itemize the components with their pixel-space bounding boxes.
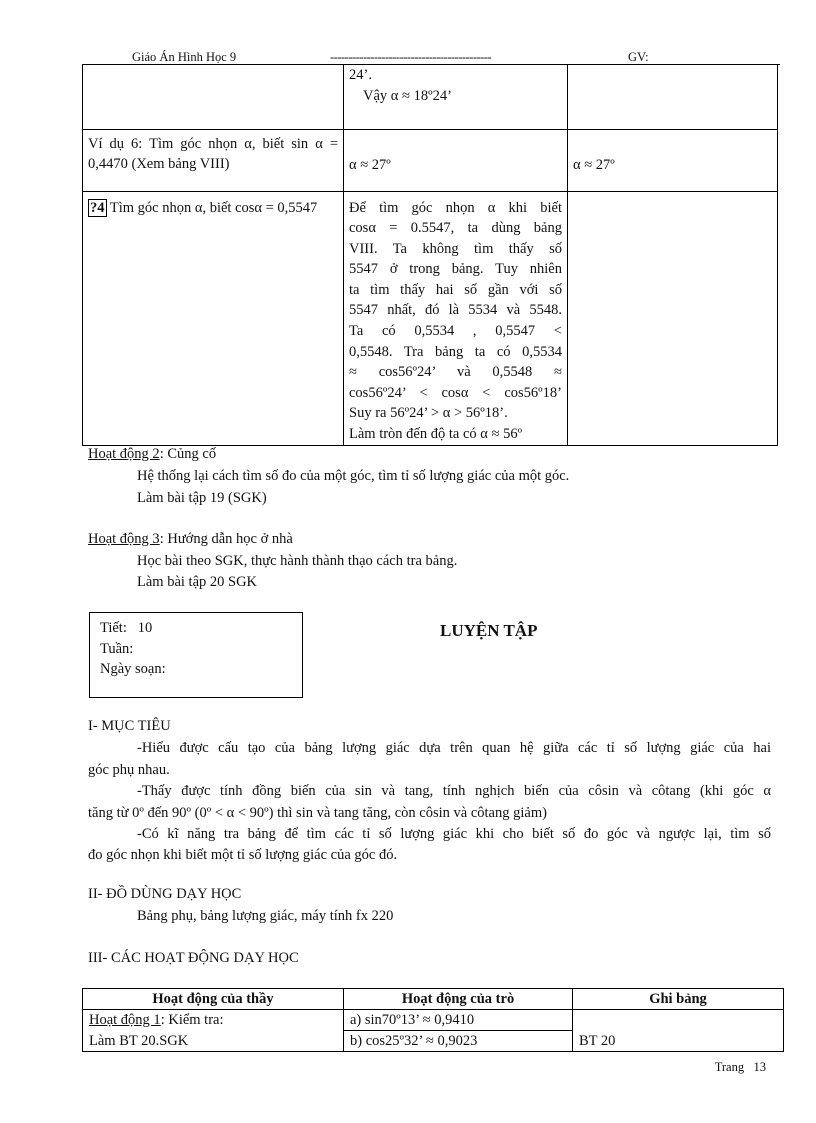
materials-line: Bảng phụ, bảng lượng giác, máy tính fx 220 xyxy=(137,908,394,924)
objective-line: -Thấy được tính đồng biến của sin và tang, tính nghịch biến của côsin và côtang (khi góc α xyxy=(137,783,771,799)
lesson-week: Tuần: xyxy=(100,641,134,657)
objective-line: -Hiểu được cấu tạo của bảng lượng giác dựa trên quan hệ giữa các tỉ số lượng giác của hai xyxy=(137,740,771,756)
example6-board: α ≈ 27º xyxy=(573,156,615,173)
activity2-heading: Hoạt động 2: Củng cố xyxy=(88,446,217,462)
table-cell: BT 20 xyxy=(573,1031,784,1052)
question4-text: Tìm góc nhọn α, biết cosα = 0,5547 xyxy=(109,199,318,216)
cell-line: 5547 ở trong bảng. Tuy nhiên xyxy=(349,261,562,278)
activity2-line1: Hệ thống lại cách tìm số đo của một góc, tìm tỉ số lượng giác của một góc. xyxy=(137,468,570,484)
header-dashes: -------------------------------------------- xyxy=(330,50,492,64)
header-teacher: GV: xyxy=(628,50,649,64)
activities-table xyxy=(82,988,784,1052)
table-cell xyxy=(573,1010,784,1031)
activities-heading: III- CÁC HOẠT ĐỘNG DẠY HỌC xyxy=(88,950,299,966)
table-row xyxy=(83,1031,784,1052)
objective-line: góc phụ nhau. xyxy=(88,762,170,778)
table-row xyxy=(83,65,778,129)
example-table xyxy=(82,65,778,446)
column-header: Hoạt động của trò xyxy=(344,989,573,1010)
activity3-line1: Học bài theo SGK, thực hành thành thạo cách tra bảng. xyxy=(137,553,458,569)
page-number: Trang 13 xyxy=(714,1060,766,1074)
cell-line: ≈ cos56º24’ và 0,5548 ≈ xyxy=(349,364,562,381)
table-row: Hoạt động 1: Kiểm tra: a) sin70º13’ ≈ 0,9410 xyxy=(83,1010,784,1031)
column-header: Ghi bảng xyxy=(573,989,784,1010)
example6-answer: α ≈ 27º xyxy=(349,156,391,173)
example6-text: Ví dụ 6: Tìm góc nhọn α, biết sin α = 0,4470 (Xem bảng VIII) xyxy=(83,129,344,191)
table-cell: Làm BT 20.SGK xyxy=(83,1031,344,1052)
activity3-line2: Làm bài tập 20 SGK xyxy=(137,574,258,590)
cell-line: cos56º24’ < cosα < cos56º18’ xyxy=(349,384,562,401)
cell-line: ta tìm thấy hai số gần với số xyxy=(349,281,562,298)
header-subject: Giáo Án Hình Học 9 xyxy=(132,50,237,64)
cell-line: 0,5548. Tra bảng ta có 0,5534 xyxy=(349,343,562,360)
cell-line: Làm tròn đến độ ta có α ≈ 56º xyxy=(349,426,523,443)
objective-line: -Có kĩ năng tra bảng để tìm các tỉ số lượng giác khi cho biết số đo góc và ngược lại, tìm số xyxy=(137,826,771,842)
lesson-title: LUYỆN TẬP xyxy=(440,621,538,640)
cell-line: 5547 nhất, đó là 5534 và 5548. xyxy=(349,302,562,319)
objectives-heading: I- MỤC TIÊU xyxy=(88,718,171,734)
activity2-line2: Làm bài tập 19 (SGK) xyxy=(137,490,267,506)
column-header: Hoạt động của thầy xyxy=(83,989,344,1010)
lesson-date: Ngày soạn: xyxy=(100,661,166,677)
table-row xyxy=(83,129,778,191)
table-cell: a) sin70º13’ ≈ 0,9410 xyxy=(344,1010,573,1031)
cell-line: Suy ra 56º24’ > α > 56º18’. xyxy=(349,405,508,422)
objective-line: đo góc nhọn khi biết một tỉ số lượng giác của góc đó. xyxy=(88,847,398,863)
cell-line: Ta có 0,5534 , 0,5547 < xyxy=(349,323,562,340)
activity3-heading: Hoạt động 3: Hướng dẫn học ở nhà xyxy=(88,531,293,547)
cell-line: cosα = 0.5547, ta dùng bảng xyxy=(349,220,562,237)
lesson-period: Tiết: 10 xyxy=(100,620,153,636)
cell-line: 24’. xyxy=(349,67,372,83)
question-badge: ?4 xyxy=(90,199,105,216)
cell-line: Vậy α ≈ 18º24’ xyxy=(363,87,452,104)
lesson-info-box xyxy=(89,612,303,698)
materials-heading: II- ĐỒ DÙNG DẠY HỌC xyxy=(88,886,242,902)
table-cell: b) cos25º32’ ≈ 0,9023 xyxy=(344,1031,573,1052)
objective-line: tăng từ 0º đến 90º (0º < α < 90º) thì sin và tang tăng, còn côsin và côtang giảm) xyxy=(88,805,547,821)
table-header-row xyxy=(83,989,784,1010)
cell-line: Để tìm góc nhọn α khi biết xyxy=(349,199,562,216)
table-row xyxy=(83,191,778,445)
cell-line: VIII. Ta không tìm thấy số xyxy=(349,240,562,257)
